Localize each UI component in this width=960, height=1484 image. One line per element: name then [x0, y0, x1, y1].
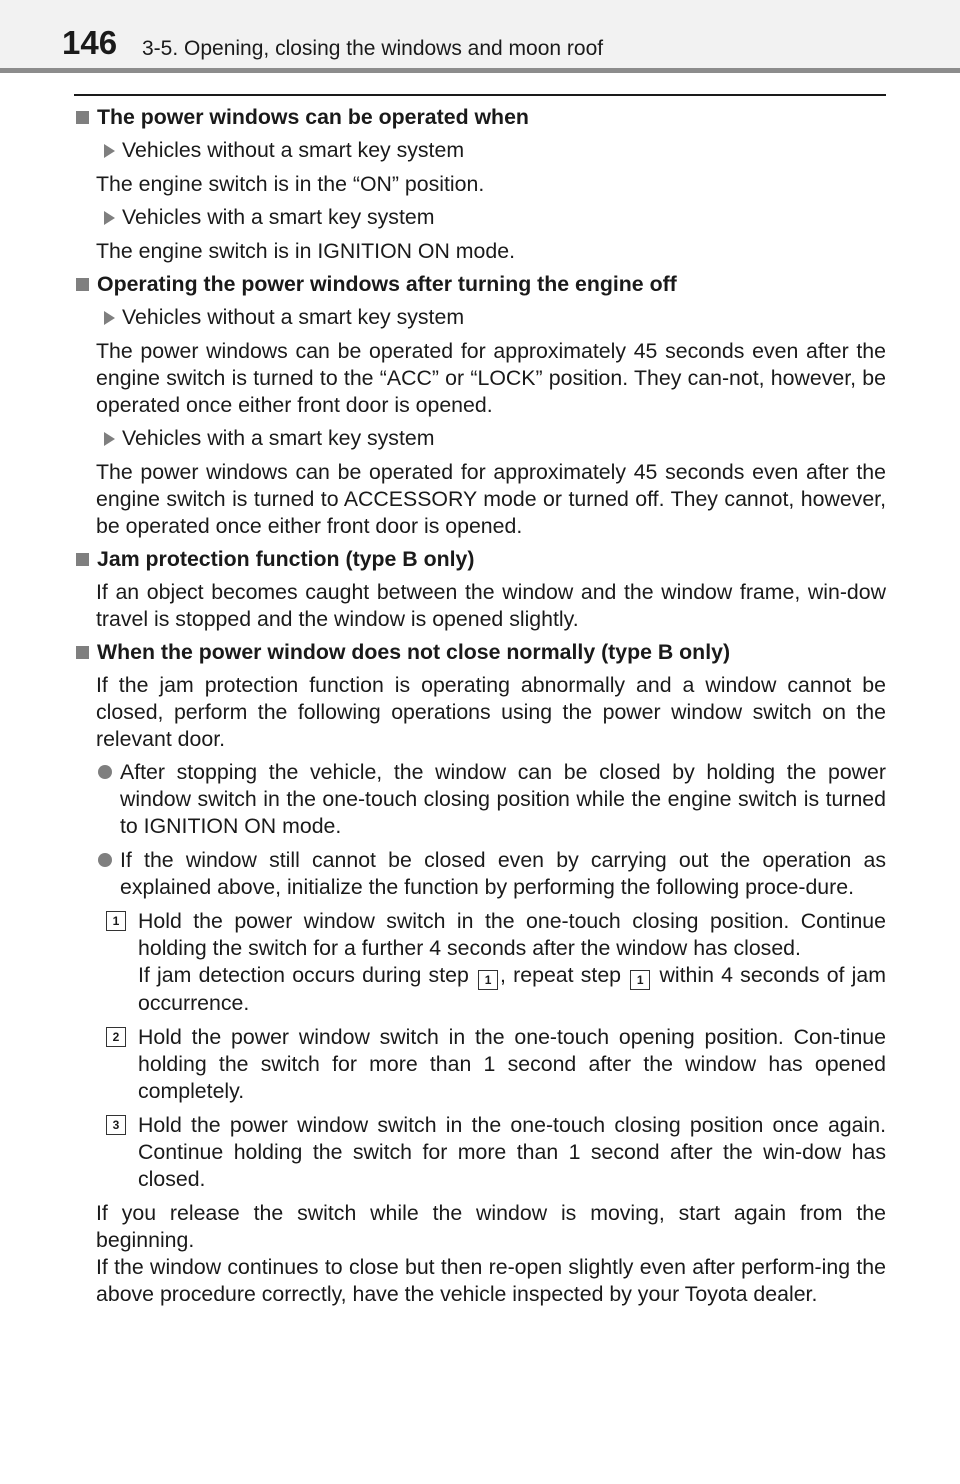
step-3: [74, 1112, 886, 1193]
bullet-item: After stopping the vehicle, the window can be closed by holding the power window switch in the one-touch closing position while the engine switch is turned to IGNITION ON mode.: [74, 759, 886, 840]
chapter-title: 3-5. Opening, closing the windows and moon roof: [142, 37, 604, 60]
body-text: If the jam protection function is operating abnormally and a window cannot be closed, perform the following operations using the power window switch on the relevant door.: [96, 673, 886, 751]
body-text: The power windows can be operated for approximately 45 seconds even after the engine switch is turned to the “ACC” or “LOCK” position. They can-not, however, be operated once either front door is opened.: [96, 339, 886, 417]
section-heading-engine-off: Operating the power windows after turning the engine off: [74, 271, 886, 298]
square-bullet-icon: [76, 111, 89, 124]
bullet-item: If the window still cannot be closed even by carrying out the operation as explained above, initialize the function by performing the following proce-dure.: [74, 847, 886, 901]
step-text: Hold the power window switch in the one-touch opening position. Con-tinue holding the switch for more than 1 second after the window has opened completely.: [138, 1025, 886, 1103]
step-number-box: 1: [106, 911, 126, 931]
note-text: If you release the switch while the window is moving, start again from the beginning.: [96, 1201, 886, 1252]
step-2: [74, 1024, 886, 1105]
triangle-bullet-icon: [104, 432, 115, 446]
step-note: If jam detection occurs during step 1 , repeat step 1 within 4 seconds of jam occurrence.: [138, 963, 886, 1015]
step-text: Hold the power window switch in the one-touch closing position. Continue holding the switch for a further 4 seconds after the window has closed.: [138, 909, 886, 960]
step-1: [74, 908, 886, 1017]
body-text: If an object becomes caught between the window and the window frame, win-dow travel is stopped and the window is opened slightly.: [96, 580, 886, 631]
step-number-box: 2: [106, 1027, 126, 1047]
square-bullet-icon: [76, 278, 89, 291]
note-text: If the window continues to close but then re-open slightly even after perform-ing the above procedure correctly, have the vehicle inspected by your Toyota dealer.: [96, 1255, 886, 1306]
page-content: [74, 104, 886, 1314]
body-text: The power windows can be operated for approximately 45 seconds even after the engine switch is turned to ACCESSORY mode or turned off. They cannot, however, be operated once either front door is opened.: [96, 460, 886, 538]
round-bullet-icon: [98, 853, 112, 867]
body-text: The engine switch is in IGNITION ON mode.: [96, 239, 515, 263]
section-heading-operable: The power windows can be operated when: [74, 104, 886, 131]
step-number-box: 3: [106, 1115, 126, 1135]
section-heading-not-close: When the power window does not close normally (type B only): [74, 639, 886, 666]
top-rule: [74, 94, 886, 96]
square-bullet-icon: [76, 646, 89, 659]
subheading-no-smart-key: Vehicles without a smart key system: [74, 304, 886, 331]
subheading-no-smart-key: Vehicles without a smart key system: [74, 137, 886, 164]
page-header: [0, 0, 960, 73]
step-text: Hold the power window switch in the one-touch closing position once again. Continue holding the switch for more than 1 second after the win-dow has closed.: [138, 1113, 886, 1191]
step-ref-box: 1: [478, 970, 498, 990]
page-number: 146: [62, 24, 118, 61]
round-bullet-icon: [98, 765, 112, 779]
subheading-smart-key: Vehicles with a smart key system: [74, 204, 886, 231]
triangle-bullet-icon: [104, 211, 115, 225]
subheading-smart-key: Vehicles with a smart key system: [74, 425, 886, 452]
triangle-bullet-icon: [104, 144, 115, 158]
body-text: The engine switch is in the “ON” position.: [96, 172, 485, 196]
step-ref-box: 1: [630, 970, 650, 990]
square-bullet-icon: [76, 553, 89, 566]
section-heading-jam-protection: Jam protection function (type B only): [74, 546, 886, 573]
triangle-bullet-icon: [104, 311, 115, 325]
